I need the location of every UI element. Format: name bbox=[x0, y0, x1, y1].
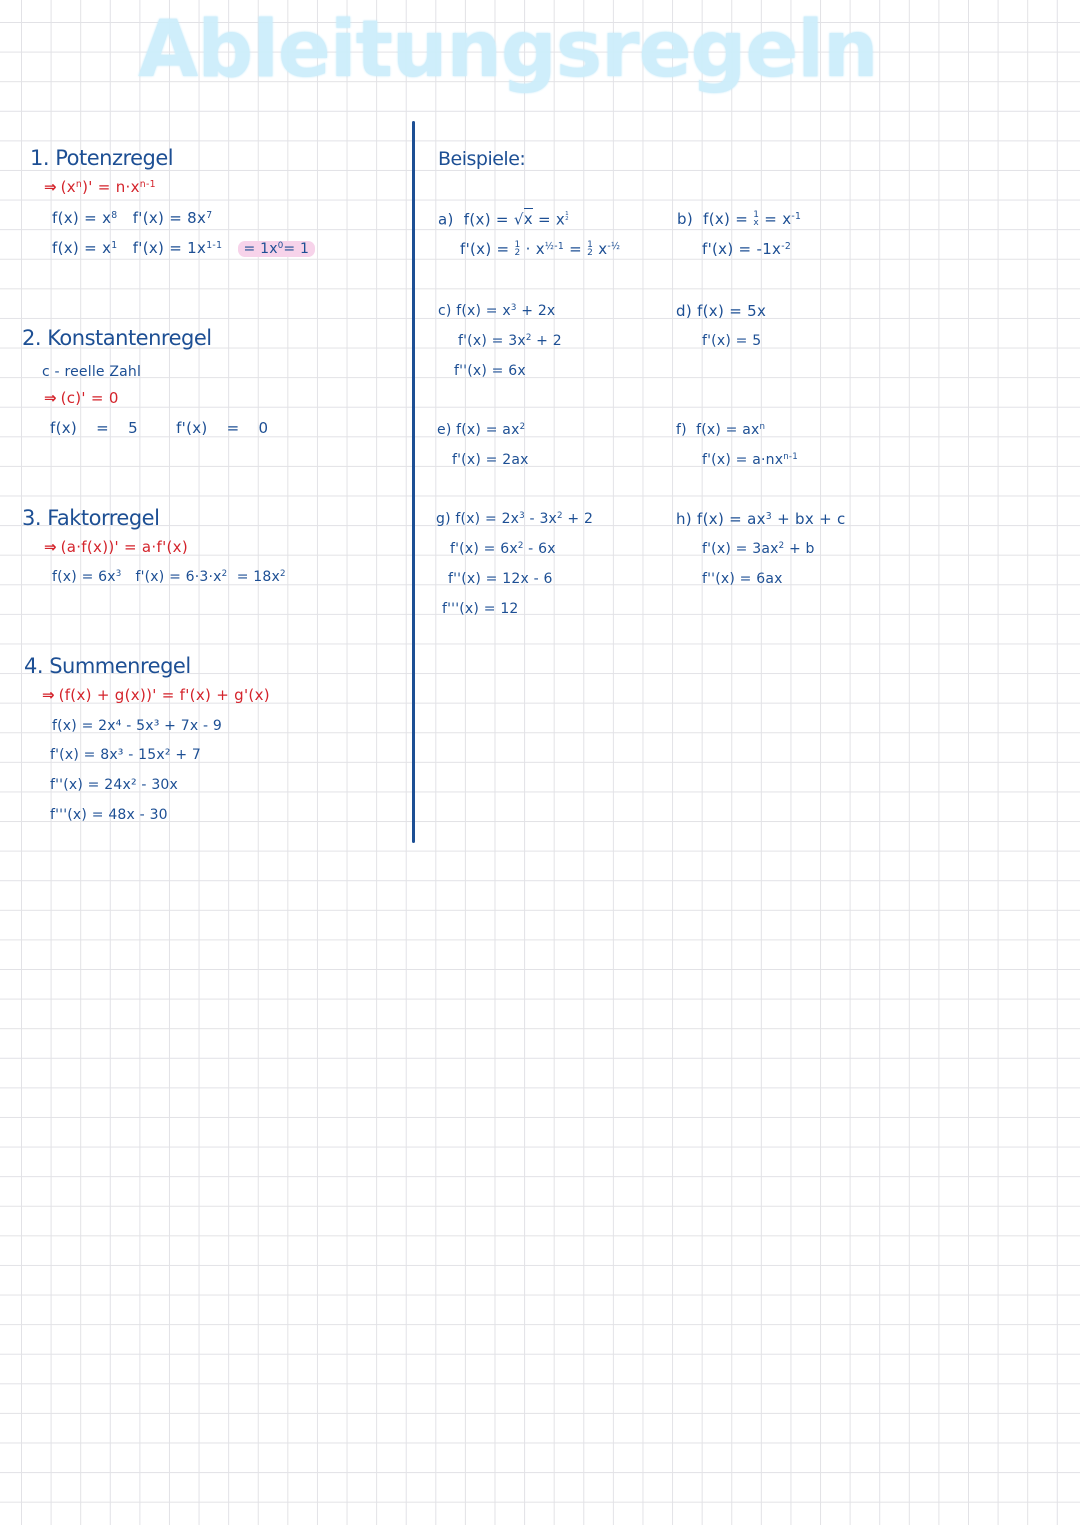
example-h-line-2: $f'(x) = 3ax^2 + b$ bbox=[702, 541, 815, 557]
highlighted-result: = $1x^0= 1$ bbox=[238, 241, 316, 257]
rule-1-heading: 1. Potenzregel bbox=[30, 146, 174, 170]
example-c-line-2: $f'(x) = 3x^2 + 2$ bbox=[458, 333, 562, 349]
example-a-line-1: a) f(x) = √x = x $^{1 2}$ bbox=[438, 210, 569, 229]
example-e-line-2: f'(x) = 2ax bbox=[452, 452, 529, 468]
implies-arrow-icon: ⇒ bbox=[44, 178, 55, 196]
implies-arrow-icon: ⇒ bbox=[42, 686, 53, 704]
example-b-line-1: b) f(x) = 1 x = $x^{-1}$ bbox=[677, 210, 802, 229]
page-title: Ableitungsregeln bbox=[138, 5, 878, 95]
rule-4-formula: ⇒ (f(x) + g(x))' = f'(x) + g'(x) bbox=[42, 686, 270, 704]
rule-1-formula: ⇒ $(x^n)' = n\cdot x^{n-1}$ bbox=[44, 178, 156, 196]
example-c-line-3: f''(x) = 6x bbox=[454, 363, 526, 379]
column-divider bbox=[412, 121, 415, 843]
example-g-line-1: g) $f(x) = 2x^3 - 3x^2 + 2$ bbox=[436, 511, 594, 527]
rule-1-example-2: $f(x) = x^1$ $f'(x) = 1x^{1-1}$ = $1x^0= 1$ bbox=[52, 241, 315, 256]
rule-2-note: c - reelle Zahl bbox=[42, 364, 142, 380]
rule-4-line-3: f''(x) = 24x² - 30x bbox=[50, 777, 179, 793]
rule-4-line-4: f'''(x) = 48x - 30 bbox=[50, 807, 168, 823]
rule-2-example: f(x) = 5 f'(x) = 0 bbox=[50, 419, 269, 437]
example-g-line-3: f''(x) = 12x - 6 bbox=[448, 571, 553, 587]
rule-2-formula: ⇒ (c)' = 0 bbox=[44, 389, 119, 407]
rule-3-example: $f(x) = 6x^3$ $f'(x) = 6\cdot 3\cdot x^2 = 18x^2$ bbox=[52, 569, 286, 585]
rule-3-heading: 3. Faktorregel bbox=[22, 506, 160, 530]
implies-arrow-icon: ⇒ bbox=[44, 389, 55, 407]
example-g-line-4: f'''(x) = 12 bbox=[442, 601, 519, 617]
example-e-line-1: e) $f(x) = ax^2$ bbox=[437, 422, 526, 438]
examples-heading: Beispiele: bbox=[438, 148, 526, 170]
example-h-line-3: f''(x) = 6ax bbox=[702, 571, 783, 587]
rule-4-line-2: f'(x) = 8x³ - 15x² + 7 bbox=[50, 747, 202, 763]
rule-1-example-1: $f(x) = x^8$ $f'(x) = 8x^7$ bbox=[52, 209, 213, 227]
rule-3-formula: ⇒ (a·f(x))' = a·f'(x) bbox=[44, 538, 188, 556]
rule-2-heading: 2. Konstantenregel bbox=[22, 326, 212, 350]
example-d-line-2: f'(x) = 5 bbox=[702, 333, 762, 349]
example-c-line-1: c) $f(x) = x^3 + 2x$ bbox=[438, 303, 556, 319]
rule-4-heading: 4. Summenregel bbox=[24, 654, 191, 678]
example-g-line-2: $f'(x) = 6x^2 - 6x$ bbox=[450, 541, 556, 557]
implies-arrow-icon: ⇒ bbox=[44, 538, 55, 556]
example-h-line-1: h) $f(x) = ax^3$ + bx + c bbox=[676, 510, 846, 528]
example-f-line-1: f) $f(x) = ax^n$ bbox=[676, 422, 766, 438]
example-d-line-1: d) f(x) = 5x bbox=[676, 302, 767, 320]
rule-4-line-1: f(x) = 2x⁴ - 5x³ + 7x - 9 bbox=[52, 718, 223, 734]
example-f-line-2: $f'(x) = a\cdot nx^{n-1}$ bbox=[702, 452, 798, 468]
example-a-line-2: f'(x) = 1 2 · $x^{\frac{1}{2}-1}$ = 1 2 $x^{-\frac{1}{2}}$ bbox=[460, 240, 621, 259]
example-b-line-2: $f'(x) = -1x^{-2}$ bbox=[702, 240, 792, 258]
